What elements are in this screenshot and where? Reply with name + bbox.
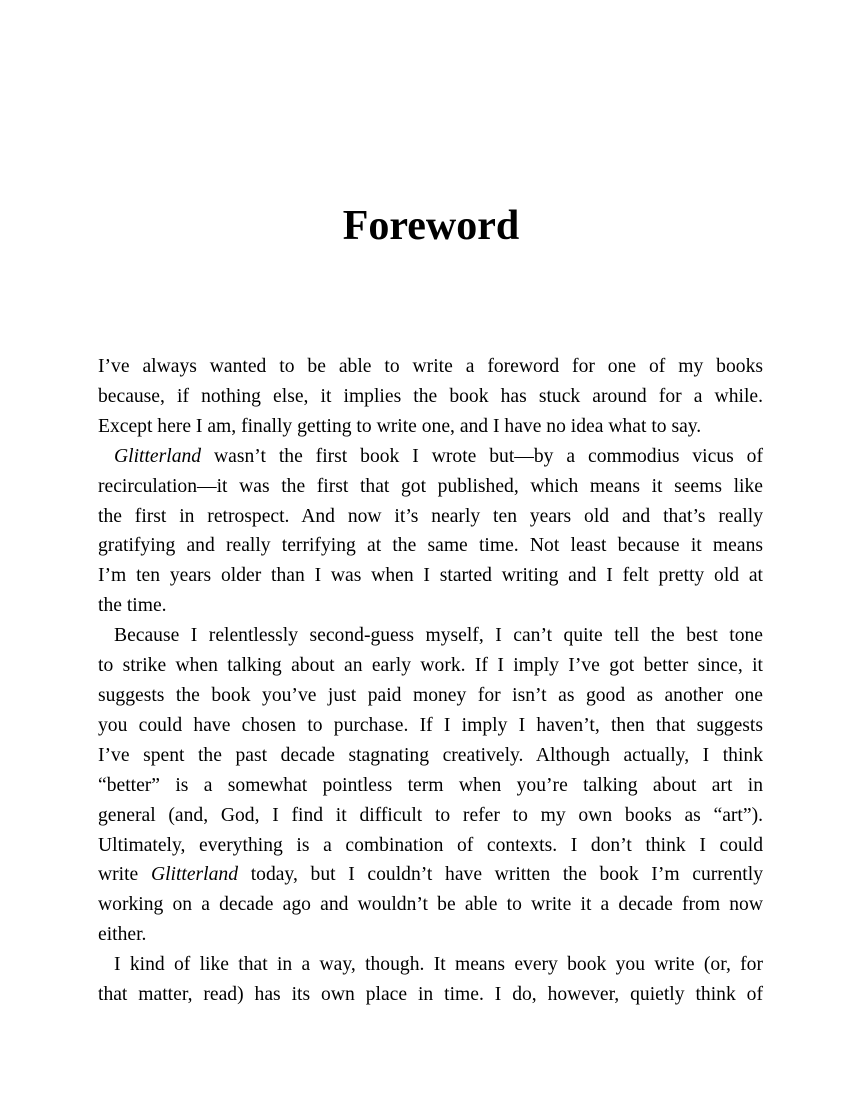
- text-line: that matter, read) has its own place in time. I do, however, quietly think of: [98, 984, 763, 1006]
- paragraph: [98, 352, 763, 442]
- paragraph: [98, 621, 763, 950]
- text-line: either.: [98, 924, 147, 946]
- text-line: write Glitterland today, but I couldn’t have written the book I’m currently: [98, 864, 763, 886]
- book-title-italic: Glitterland: [150, 864, 239, 886]
- text-line: working on a decade ago and wouldn’t be able to write it a decade from now: [98, 894, 763, 916]
- text-line: I’ve spent the past decade stagnating creatively. Although actually, I think: [98, 744, 763, 766]
- text-line: Glitterland wasn’t the first book I wrote but—by a commodius vicus of: [114, 445, 763, 467]
- text-line: the first in retrospect. And now it’s nearly ten years old and that’s really: [98, 505, 763, 527]
- text-line: I’ve always wanted to be able to write a foreword for one of my books: [98, 356, 763, 377]
- text-line: you could have chosen to purchase. If I imply I haven’t, then that suggests: [98, 714, 763, 736]
- text-line: I’m ten years older than I was when I started writing and I felt pretty old at: [98, 565, 763, 587]
- text-line: general (and, God, I find it difficult to refer to my own books as “art”).: [98, 804, 763, 826]
- body-text: [98, 352, 763, 1010]
- text-line: I kind of like that in a way, though. It means every book you write (or, for: [114, 954, 763, 976]
- paragraph: [98, 442, 763, 621]
- text-line: Ultimately, everything is a combination of contexts. I don’t think I could: [98, 834, 763, 856]
- paragraph: [98, 950, 763, 1010]
- text-line: recirculation—it was the first that got published, which means it seems like: [98, 475, 763, 497]
- text-line: Except here I am, finally getting to write one, and I have no idea what to say.: [98, 415, 702, 437]
- text-line: the time.: [98, 595, 167, 617]
- text-line: to strike when talking about an early work. If I imply I’ve got better since, it: [98, 655, 763, 677]
- text-line: suggests the book you’ve just paid money for isn’t as good as another one: [98, 684, 763, 706]
- book-title-italic: Glitterland: [114, 445, 202, 467]
- text-line: because, if nothing else, it implies the book has stuck around for a while.: [98, 385, 763, 407]
- text-line: gratifying and really terrifying at the same time. Not least because it means: [98, 535, 763, 557]
- chapter-title: Foreword: [342, 203, 520, 249]
- text-line: “better” is a somewhat pointless term when you’re talking about art in: [98, 774, 763, 796]
- text-line: Because I relentlessly second-guess myself, I can’t quite tell the best tone: [114, 625, 763, 647]
